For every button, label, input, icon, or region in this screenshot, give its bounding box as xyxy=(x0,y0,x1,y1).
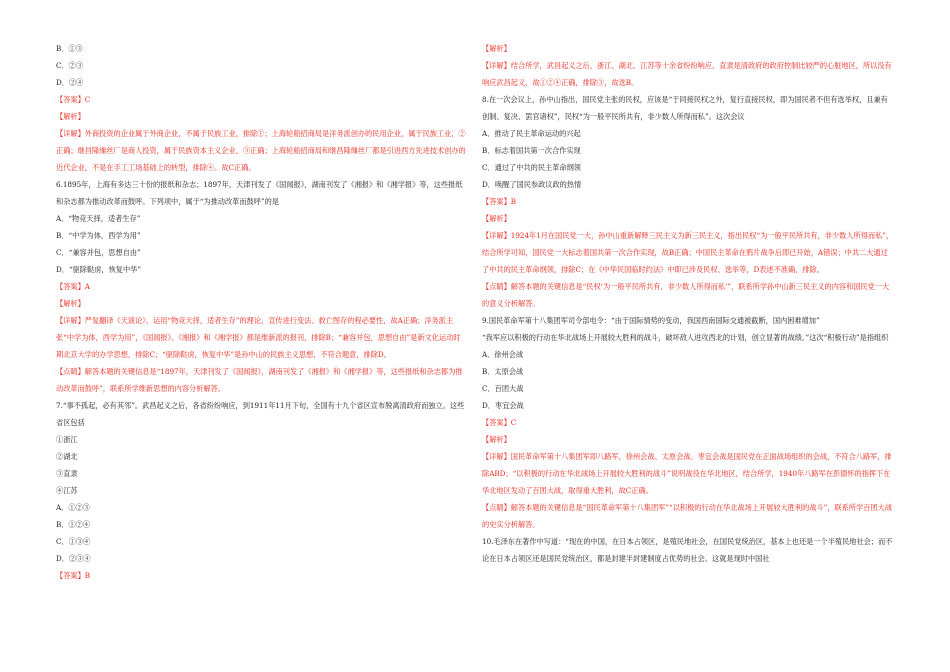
q7-answer: 【答案】B xyxy=(56,571,91,580)
q6-option-b: B．“中学为体，西学为用” xyxy=(56,231,141,240)
q6-analysis-label: 【解析】 xyxy=(56,299,85,308)
q6-option-c: C．“兼容并包，思想自由” xyxy=(56,248,141,257)
q7-item-3: ③直隶 xyxy=(56,469,78,478)
q5-option-b: B．①③ xyxy=(56,44,83,53)
q9-answer: 【答案】C xyxy=(482,418,517,427)
q9-stem-2: “我军应以积极的行动在华北战场上开展较大胜利的战斗，破坏敌人进攻西北的计划，创立显著的战绩。”这次“积极行动”是指组织 xyxy=(482,333,889,342)
q6-answer: 【答案】A xyxy=(56,282,90,291)
q8-option-a: A．推动了民主革命运动的兴起 xyxy=(482,129,581,138)
q7-item-4: ④江苏 xyxy=(56,486,78,495)
q8-detail: 【详解】1924年1月在国民党一大，孙中山重新解释三民主义为新三民主义，指出民权“为一般平民所共有，非少数人所得而私”，结合所学可知，国民党一大标志着国共第一次合作实现，故B正确；中国民主革命在鸦片战争后即已开始，A错误；中共二大通过了中共的民主革命纲领，排除C；在《中华民国临时约法》中即已涉及民权、选举等，D表述不准确，排除。 xyxy=(482,231,894,274)
q8-option-b: B．标志着国共第一次合作实现 xyxy=(482,146,581,155)
q7-option-a: A．①②③ xyxy=(56,503,90,512)
q8-stem: 8.在一次会议上，孙中山指出，国民党主张的民权，应该是“于同接民权之外，复行直接民权，即为国民者不但有选举权，且兼有创制、复决、罢官诸权”，民权“为一般平民所共有，非少数人所得而私”。这次会议 xyxy=(482,95,888,121)
q10-stem: 10.毛泽东在著作中写道：“现在的中国，在日本占领区，是殖民地社会，在国民党统治区，基本上也还是一个半殖民地社会；而不论在日本占领区还是国民党统治区，都是封建半封建制度占优势的社会。这就是现时中国社 xyxy=(482,537,893,563)
q9-detail: 【详解】国民革命军第十八集团军即八路军，徐州会战、太原会战、枣宜会战是国民党在正面战场组织的会战，不符合八路军，排除ABD；“以积极的行动在华北战场上开展较大胜利的战斗”说明战役在华北地区，结合所学，1940年八路军在彭德怀的指挥下在华北地区发动了百团大战，取得重大胜利，故C正确。 xyxy=(482,452,892,495)
q5-analysis-label: 【解析】 xyxy=(56,112,85,121)
q7-item-1: ①浙江 xyxy=(56,435,78,444)
q8-option-c: C．通过了中共的民主革命纲领 xyxy=(482,163,581,172)
q6-option-a: A．“物竞天择，适者生存” xyxy=(56,214,141,223)
q6-detail: 【详解】严复翻译《天演论》，运用“物竞天择，适者生存”的理论，宣传进行变法、救亡图存的程必要性，故A正确；洋务派主张“中学为体，西学为用”，《国闻报》、《湘报》和《湘学报》都是维新派的报刊，排除B；“兼容并包，思想自由”是新文化运动时期北京大学的办学思想，排除C；“驱除鞑虏，恢复中华”是孙中山的民族主义思想，不符合题意，排除D。 xyxy=(56,316,461,359)
q7-detail: 【详解】结合所学，武昌起义之后，浙江、湖北、江苏等十余省纷纷响应，直隶是清政府的政府控制比较严的心脏地区，所以没有响应武昌起义，故①②④正确，排除③，故选B。 xyxy=(482,61,892,87)
q7-item-2: ②湖北 xyxy=(56,452,78,461)
q9-stem-1: 9.国民革命军第十八集团军司令部电令：“由于国际情势的变动，我国西南国际交通被截断，国内困难增加” xyxy=(482,316,820,325)
q9-analysis-label: 【解析】 xyxy=(482,435,511,444)
q7-option-d: D．②③④ xyxy=(56,554,91,563)
q5-detail: 【详解】外商投资的企业属于外商企业，不属于民族工业，排除①；上海轮船招商局是洋务派创办的民用企业，属于民族工业，②正确；继昌隆缫丝厂是商人投资，属于民族资本主义企业，③正确；上海轮船招商局和继昌隆缫丝厂都是引进西方先进技术创办的近代企业，不是在手工工场基础上的转型，排除④。故C正确。 xyxy=(56,129,466,172)
q9-option-a: A．徐州会战 xyxy=(482,350,524,359)
q8-analysis-label: 【解析】 xyxy=(482,214,511,223)
q8-answer: 【答案】B xyxy=(482,197,517,206)
q9-option-d: D．枣宜会战 xyxy=(482,401,524,410)
q8-option-d: D．唤醒了国民参政议政的热情 xyxy=(482,180,582,189)
q6-stem: 6.1895年，上海有多达三十份的报纸和杂志；1897年，天津刊发了《国闻报》，湖南刊发了《湘报》和《湘学报》等，这些报纸和杂志都为推动改革而鼓呼。下列项中，属于“为推动改革而鼓呼”的是 xyxy=(56,180,463,206)
right-column xyxy=(482,40,894,567)
q5-answer: 【答案】C xyxy=(56,95,91,104)
q9-option-b: B．太原会战 xyxy=(482,367,524,376)
left-column xyxy=(56,40,466,584)
q9-option-c: C．百团大战 xyxy=(482,384,524,393)
q8-tip: 【点睛】解答本题的关键信息是“民权‘为一般平民所共有，非少数人所得而私’”，联系所学孙中山新三民主义的内容和国民党一大的意义分析解答。 xyxy=(482,282,890,308)
q7-analysis-label: 【解析】 xyxy=(482,44,511,53)
q6-option-d: D．“驱除鞑虏，恢复中华” xyxy=(56,265,141,274)
q5-option-c: C．②③ xyxy=(56,61,84,70)
q5-option-d: D．②④ xyxy=(56,78,84,87)
q6-tip: 【点睛】解答本题的关键信息是“1897年，天津刊发了《国闻报》，湖南刊发了《湘报》和《湘学报》等，这些报纸和杂志都为推动改革而鼓呼”，联系所学维新思想的内容分析解答。 xyxy=(56,367,463,393)
q7-stem: 7.“事不孤起，必有其邻”。武昌起义之后，各省纷纷响应，到1911年11月下旬，全国有十九个省区宣布脱离清政府而独立。这些省区包括 xyxy=(56,401,465,427)
q7-option-b: B．①②④ xyxy=(56,520,91,529)
q7-option-c: C．①③④ xyxy=(56,537,91,546)
q9-tip: 【点睛】解答本题的关键信息是“国民革命军第十八集团军”“以积极的行动在华北战场上开展较大胜利的战斗”，联系所学百团大战的史实分析解答。 xyxy=(482,503,893,529)
